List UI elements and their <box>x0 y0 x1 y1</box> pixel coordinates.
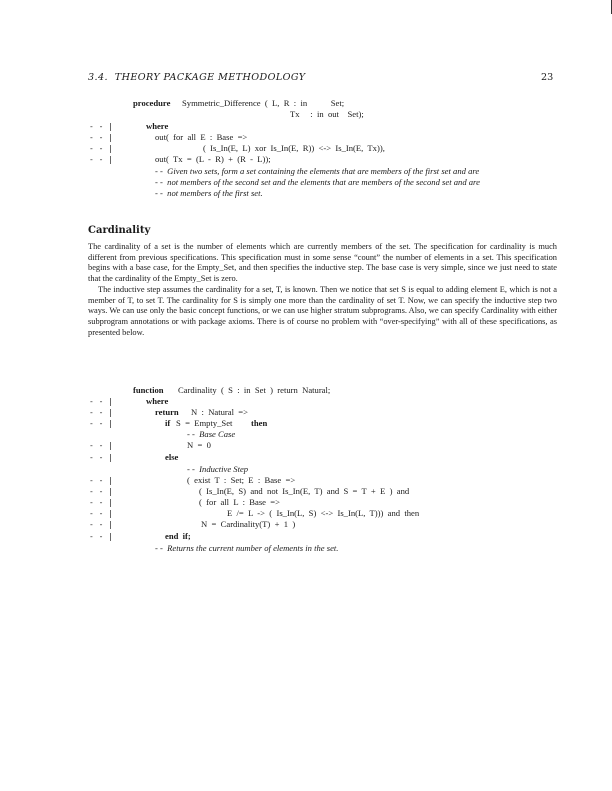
page-number: 23 <box>541 72 554 83</box>
code-keyword: then <box>251 418 268 428</box>
code-line: out( for all E : Base => <box>155 132 248 142</box>
paragraph-cardinality-intro: The cardinality of a set is the number of elements which are currently members of the set. The specification for cardinality is much different from previous specifications. This specification must in some sense “count” the number of elements in a set. This specification begins with a base case, for the Empty_Set, and then specifies the inductive step. The base case is very simple, since we just need to state that the cardinality of the Empty_Set is zero. <box>88 242 557 284</box>
code-line: else <box>165 452 179 462</box>
body-text <box>88 242 557 338</box>
annotation-marker: - - | <box>89 419 114 428</box>
code-comment: - - Base Case <box>187 429 236 439</box>
code-keyword: procedure <box>133 98 171 108</box>
annotation-marker: - - | <box>89 476 114 485</box>
code-keyword: if <box>165 418 171 428</box>
annotation-marker: - - | <box>89 487 114 496</box>
code-line: where <box>146 396 169 406</box>
code-line: ( for all L : Base => <box>199 497 280 507</box>
code-line: ( exist T : Set; E : Base => <box>187 475 296 485</box>
code-line: Tx : in out Set); <box>290 109 364 119</box>
annotation-marker: - - | <box>89 397 114 406</box>
code-comment: - - Given two sets, form a set containing the elements that are members of the first set and are <box>155 166 480 176</box>
annotation-marker: - - | <box>89 408 114 417</box>
annotation-marker: - - | <box>89 453 114 462</box>
section-heading: Cardinality <box>88 225 151 236</box>
code-comment: - - not members of the first set. <box>155 188 263 198</box>
running-header-section: 3.4. THEORY PACKAGE METHODOLOGY <box>88 72 306 83</box>
code-comment: - - Inductive Step <box>187 464 249 474</box>
annotation-marker: - - | <box>89 532 114 541</box>
code-line: S = Empty_Set <box>176 418 233 428</box>
code-line: Cardinality ( S : in Set ) return Natural; <box>178 385 331 395</box>
code-line: N : Natural => <box>191 407 248 417</box>
code-comment: - - not members of the second set and the elements that are members of the second set and are <box>155 177 480 187</box>
code-line: end if; <box>165 531 191 541</box>
annotation-marker: - - | <box>89 520 114 529</box>
code-line: N = Cardinality(T) + 1 ) <box>201 519 296 529</box>
annotation-marker: - - | <box>89 133 114 142</box>
code-comment: - - Returns the current number of elements in the set. <box>155 543 339 553</box>
annotation-marker: - - | <box>89 498 114 507</box>
code-line: ( Is_In(E, S) and not Is_In(E, T) and S = T + E ) and <box>199 486 410 496</box>
annotation-marker: - - | <box>89 441 114 450</box>
code-line: E /= L -> ( Is_In(L, S) <-> Is_In(L, T))) and then <box>227 508 420 518</box>
code-line: Symmetric_Difference ( L, R : in Set; <box>182 98 345 108</box>
annotation-marker: - - | <box>89 122 114 131</box>
annotation-marker: - - | <box>89 155 114 164</box>
annotation-marker: - - | <box>89 144 114 153</box>
code-keyword: function <box>133 385 164 395</box>
paragraph-inductive-step: The inductive step assumes the cardinality for a set, T, is known. Then we notice that set S is equal to adding element E, which is not a member of T, to set T. The cardinality for S is simply one more than the cardinality of set T. Now, we can specify the inductive step two ways. We can use only the basic concept functions, or we can use higher stratum subprograms. Also, we can specify Cardinality with either subprogram annotations or with package axioms. There is of course no problem with “over-specifying” with all of these specifications, as presented below. <box>88 284 557 337</box>
code-line: ( Is_In(E, L) xor Is_In(E, R)) <-> Is_In(E, Tx)), <box>203 143 385 153</box>
code-line: N = 0 <box>187 440 211 450</box>
code-line: out( Tx = (L - R) + (R - L)); <box>155 154 271 164</box>
annotation-marker: - - | <box>89 509 114 518</box>
code-line: where <box>146 121 169 131</box>
code-keyword: return <box>155 407 179 417</box>
